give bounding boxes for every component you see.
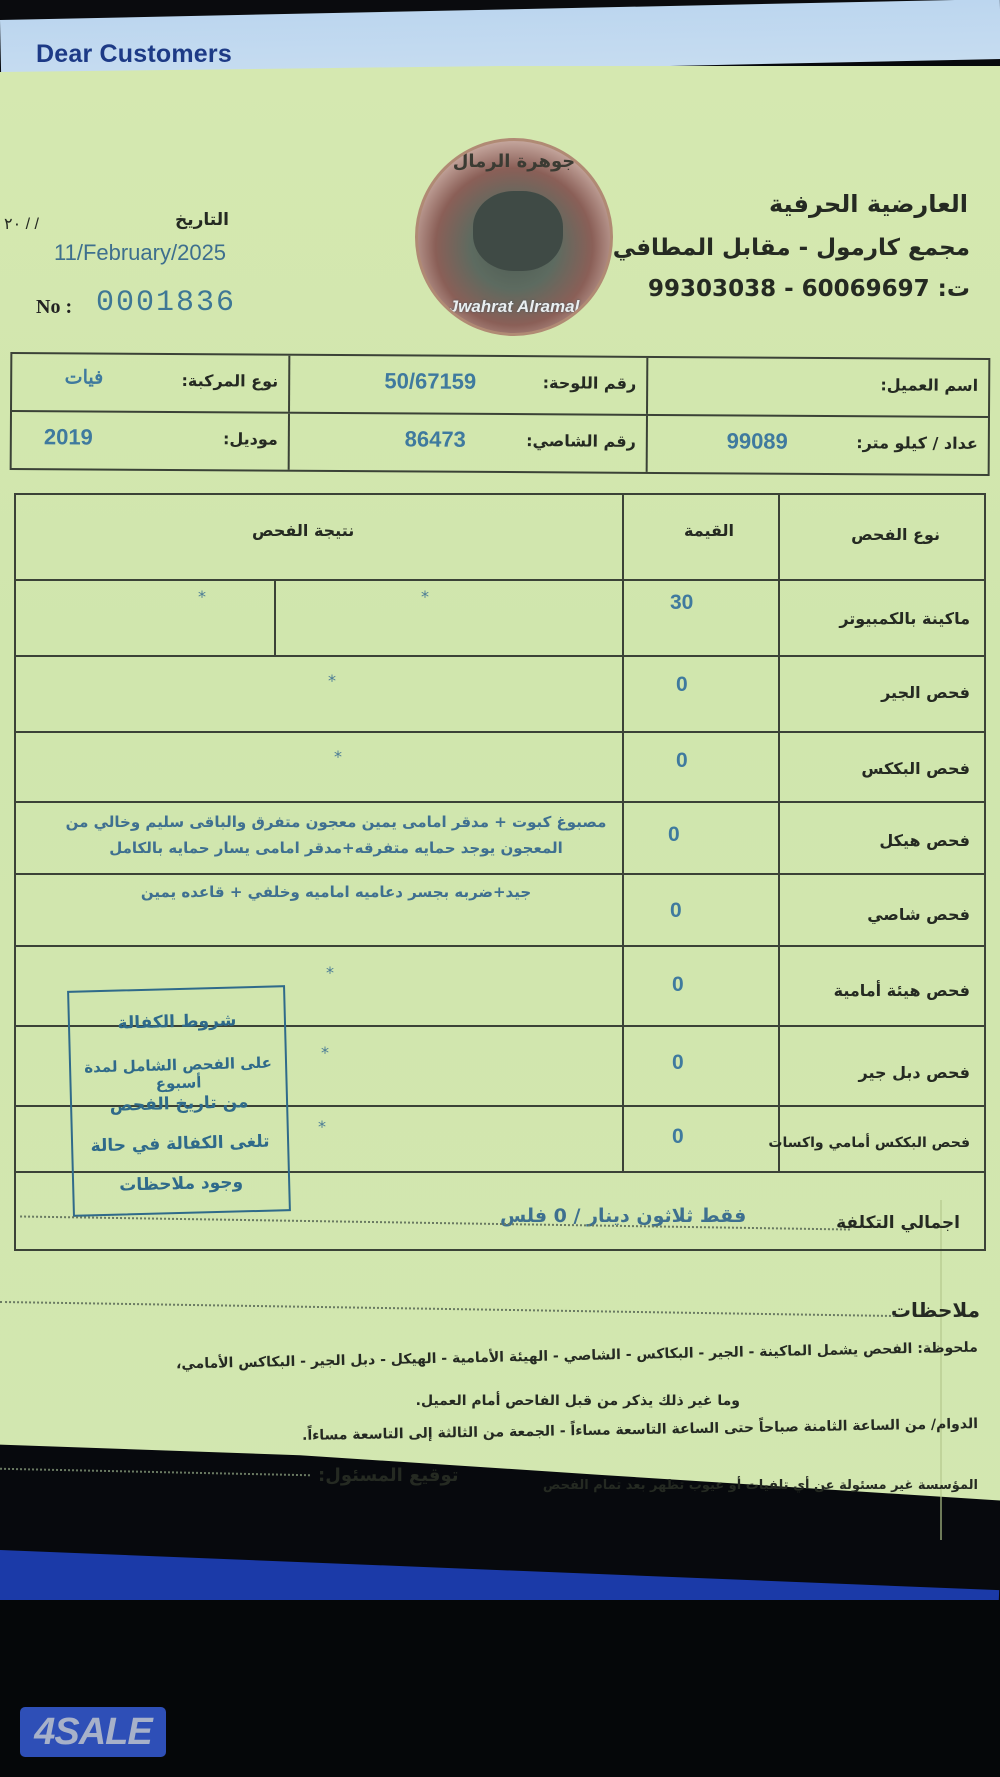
- table-header-row: [16, 495, 984, 581]
- inspection-value: 0: [668, 823, 680, 846]
- stamp-line: تلغى الكفالة في حالة: [90, 1131, 270, 1157]
- odometer-value: 99089: [726, 428, 788, 454]
- inspection-type: فحص البككس: [861, 759, 970, 778]
- inspection-result-secondary: *: [198, 587, 206, 606]
- note-line: وما غير ذلك يذكر من قبل الفاحص أمام العميل.: [415, 1393, 740, 1409]
- company-phone: ت: 60069697 - 99303038: [648, 276, 970, 302]
- 4sale-watermark: 4SALE: [20, 1707, 166, 1757]
- vehicle-type-label: نوع المركبة:: [181, 371, 279, 391]
- logo-arabic-name: جوهرة الرمال: [452, 151, 576, 172]
- inspection-result: جيد+ضربه بجسر دعاميه اماميه وخلفي + قاعده يمين: [140, 883, 532, 901]
- header-type: نوع الفحص: [851, 525, 940, 544]
- table-row: [16, 579, 984, 657]
- stamp-title: شروط الكفالة: [117, 1010, 237, 1034]
- receipt-number: 0001836: [96, 286, 237, 320]
- notes-title: ملاحظات: [890, 1298, 980, 1322]
- chassis-cell: [288, 414, 646, 472]
- inspection-value: 0: [672, 1125, 684, 1148]
- inspection-value: 0: [672, 973, 684, 996]
- customer-name-label: اسم العميل:: [880, 375, 979, 395]
- inspection-result: *: [321, 1043, 329, 1062]
- date-value: 11/February/2025: [54, 240, 227, 265]
- customer-name-cell: [646, 358, 988, 416]
- plate-value: 50/67159: [384, 368, 477, 394]
- signature-label: توقيع المسئول:: [318, 1465, 459, 1486]
- warranty-stamp: [67, 985, 291, 1217]
- dear-customers-heading: Dear Customers: [36, 40, 232, 68]
- inspection-type: فحص البككس أمامي واكسات: [768, 1135, 970, 1151]
- oyster-icon: [473, 191, 563, 271]
- stamp-line: من تاريخ الفحص: [109, 1092, 249, 1116]
- vehicle-info-row: [12, 354, 988, 418]
- inspection-type: فحص دبل جير: [858, 1063, 970, 1082]
- inspection-value: 0: [670, 899, 682, 922]
- receipt-number-label: No :: [36, 296, 73, 318]
- inspection-type: فحص هيكل: [879, 831, 970, 850]
- total-cost-label: اجمالي التكلفة: [836, 1213, 960, 1233]
- model-label: موديل:: [222, 429, 278, 449]
- vehicle-type-cell: [12, 354, 288, 412]
- inspection-result: *: [318, 1117, 326, 1136]
- plate-label: رقم اللوحة:: [542, 373, 637, 393]
- note-line: المؤسسة غير مسئولة عن أي تلفيات أو عيوب تظهر بعد تمام الفحص: [542, 1478, 978, 1493]
- odometer-cell: [646, 416, 988, 474]
- inspection-type: ماكينة بالكمبيوتر: [839, 609, 970, 628]
- vehicle-info-row: [12, 412, 988, 474]
- inspection-type: فحص شاصي: [867, 905, 970, 924]
- table-row: [16, 873, 984, 947]
- date-slashes: ٢٠ / /: [4, 216, 39, 233]
- inspection-value: 0: [676, 673, 688, 696]
- inspection-value: 30: [670, 591, 694, 614]
- table-row: [16, 731, 984, 803]
- header-result: نتيجة الفحص: [252, 521, 355, 540]
- model-cell: [12, 412, 288, 470]
- column-divider: [274, 579, 276, 655]
- vehicle-info-table: [10, 352, 991, 476]
- inspection-result: *: [326, 963, 334, 982]
- chassis-value: 86473: [404, 426, 466, 452]
- model-value: 2019: [43, 424, 93, 450]
- inspection-value: 0: [672, 1051, 684, 1074]
- inspection-type: فحص هيئة أمامية: [833, 981, 970, 1000]
- note-line: ملحوظة: الفحص يشمل الماكينة - الجير - البكاكس - الشاصي - الهيئة الأمامية - الهيكل - دبل الجير - البكاكس الأمامي،: [176, 1339, 979, 1373]
- total-cost-value: فقط ثلاثون دينار / 0 فلس: [500, 1205, 747, 1227]
- odometer-label: عداد / كيلو متر:: [856, 433, 978, 453]
- logo-english-name: Jwahrat Alramal: [448, 297, 580, 316]
- date-label: التاريخ: [175, 210, 229, 230]
- company-name: العارضية الحرفية: [768, 190, 968, 218]
- inspection-type: فحص الجير: [881, 683, 970, 702]
- vehicle-type-value: فيات: [64, 367, 104, 389]
- table-row: [16, 801, 984, 875]
- stamp-line: وجود ملاحظات: [119, 1172, 244, 1196]
- inspection-result: *: [421, 587, 429, 606]
- inspection-result: *: [334, 747, 342, 766]
- signature-line[interactable]: [0, 1468, 310, 1476]
- inspection-value: 0: [676, 749, 688, 772]
- table-row: [16, 655, 984, 733]
- company-address: مجمع كارمول - مقابل المطافي: [612, 235, 970, 261]
- inspection-result: مصبوغ كبوت + مدقر امامى يمين معجون متفرق والباقى سليم وخالي من المعجون يوجد حمايه متفرقه+مدقر امامى يسار حمايه بالكامل: [65, 813, 607, 857]
- inspection-result: *: [328, 671, 336, 690]
- header-value: القيمة: [684, 521, 734, 540]
- plate-cell: [288, 356, 646, 414]
- note-line: الدوام/ من الساعة الثامنة صباحاً حتى الساعة التاسعة مساءاً - الجمعة من الثالثة إلى التاسعة مساءاً.: [301, 1416, 979, 1444]
- chassis-label: رقم الشاصي:: [526, 431, 636, 451]
- company-logo: [415, 138, 613, 336]
- stamp-line: على الفحص الشامل لمدة أسبوع: [84, 1053, 273, 1093]
